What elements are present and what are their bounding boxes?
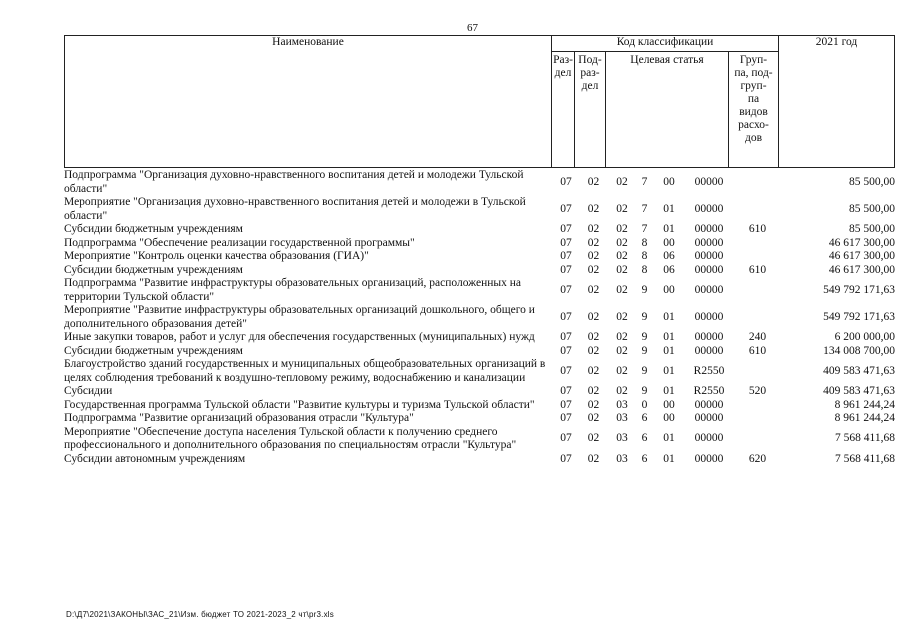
row-razdel: 07	[560, 385, 572, 397]
row-podrazdel: 02	[587, 223, 600, 235]
row-code-1: 03	[616, 412, 628, 424]
table-row	[64, 331, 895, 345]
row-group	[734, 412, 781, 426]
header-razdel: Раз- дел	[551, 51, 575, 168]
row-code-3: 00	[663, 175, 675, 188]
table-row	[64, 358, 895, 385]
row-name: Субсидии бюджетным учреждениям	[64, 223, 243, 235]
row-name: Подпрограмма "Организация духовно-нравственного воспитания детей и молодежи Тульской области"	[64, 169, 524, 195]
table-row	[64, 196, 895, 223]
table-row	[64, 385, 895, 399]
row-code-4: 00000	[694, 283, 724, 296]
row-razdel: 07	[560, 432, 572, 445]
row-code-1: 03	[616, 432, 628, 445]
row-amount: 6 200 000,00	[834, 331, 895, 343]
table-row	[64, 169, 895, 196]
row-code-4: 00000	[694, 412, 724, 424]
table-row	[64, 345, 895, 359]
row-group: 610	[748, 223, 767, 235]
row-code-1: 02	[616, 331, 628, 343]
row-podrazdel: 02	[587, 175, 600, 188]
row-name: Субсидии автономным учреждениям	[64, 452, 246, 465]
row-group: 610	[748, 344, 767, 357]
row-code-1: 02	[616, 202, 628, 215]
row-name: Иные закупки товаров, работ и услуг для обеспечения государственных (муниципальных) нужд	[64, 331, 535, 343]
row-name: Подпрограмма "Обеспечение реализации государственной программы"	[64, 236, 415, 249]
row-podrazdel: 02	[587, 364, 600, 377]
row-code-4: 00000	[694, 452, 724, 465]
row-code-4: 00000	[694, 175, 724, 188]
row-code-4: 00000	[694, 223, 724, 235]
row-code-4: 00000	[694, 263, 724, 276]
row-code-1: 02	[616, 364, 628, 377]
row-code-1: 02	[616, 223, 628, 235]
row-amount: 8 961 244,24	[834, 398, 895, 411]
row-razdel: 07	[560, 202, 572, 215]
row-amount: 7 568 411,68	[835, 452, 895, 465]
row-code-1: 03	[616, 398, 628, 411]
row-code-3: 01	[663, 364, 675, 377]
row-code-4: 00000	[694, 398, 724, 411]
row-code-4: R2550	[693, 385, 725, 397]
table-row	[64, 426, 895, 453]
row-code-3: 01	[663, 385, 675, 397]
row-razdel: 07	[560, 236, 572, 249]
row-amount: 134 008 700,00	[823, 344, 895, 357]
row-code-3: 00	[663, 398, 675, 411]
row-amount: 85 500,00	[849, 175, 895, 188]
row-code-3: 01	[663, 331, 675, 343]
row-podrazdel: 02	[587, 398, 600, 411]
row-code-2: 7	[641, 223, 648, 235]
row-amount: 8 961 244,24	[834, 412, 895, 424]
row-group	[734, 237, 781, 251]
row-podrazdel: 02	[587, 344, 600, 357]
row-group	[734, 250, 781, 264]
row-code-4: 00000	[694, 202, 724, 215]
row-code-1: 03	[616, 452, 628, 465]
row-podrazdel: 02	[587, 432, 600, 445]
header-name: Наименование	[64, 35, 552, 168]
row-amount: 85 500,00	[849, 223, 895, 235]
row-razdel: 07	[560, 250, 572, 262]
row-podrazdel: 02	[587, 412, 600, 424]
row-amount: 409 583 471,63	[823, 385, 895, 397]
row-code-4: 00000	[694, 344, 724, 357]
row-code-1: 02	[616, 236, 628, 249]
row-razdel: 07	[560, 223, 572, 235]
header-group: Груп- па, под- груп- па видов расхо- дов	[728, 51, 779, 168]
row-name: Благоустройство зданий государственных и муниципальных общеобразовательных организаций в целях соблюдения требований к воздушно-тепловому режиму, водоснабжению и канализации	[64, 358, 546, 384]
row-code-4: R2550	[693, 364, 725, 377]
row-code-1: 02	[616, 175, 628, 188]
row-code-1: 02	[616, 263, 628, 276]
row-podrazdel: 02	[587, 236, 600, 249]
row-name: Субсидии	[64, 385, 113, 397]
row-podrazdel: 02	[587, 385, 600, 397]
row-group	[734, 426, 781, 453]
table-row	[64, 399, 895, 413]
row-code-2: 9	[641, 310, 648, 323]
row-code-2: 9	[641, 331, 648, 343]
row-razdel: 07	[560, 398, 572, 411]
row-code-3: 01	[663, 344, 675, 357]
row-code-1: 02	[616, 250, 628, 262]
row-code-2: 8	[641, 263, 648, 276]
row-name: Мероприятие "Контроль оценки качества образования (ГИА)"	[64, 250, 369, 262]
row-code-1: 02	[616, 310, 628, 323]
row-code-3: 00	[663, 283, 675, 296]
row-amount: 46 617 300,00	[828, 263, 895, 276]
budget-table	[64, 169, 895, 466]
row-code-2: 8	[641, 236, 648, 249]
row-code-2: 9	[641, 283, 648, 296]
row-name: Подпрограмма "Развитие инфраструктуры образовательных организаций, расположенных на территории Тульской области"	[64, 277, 521, 303]
row-group	[734, 304, 781, 331]
row-podrazdel: 02	[587, 452, 600, 465]
row-code-3: 01	[663, 202, 675, 215]
row-amount: 7 568 411,68	[835, 432, 895, 445]
row-podrazdel: 02	[587, 283, 600, 296]
table-row	[64, 304, 895, 331]
row-razdel: 07	[560, 412, 572, 424]
row-razdel: 07	[560, 452, 572, 465]
row-code-4: 00000	[694, 432, 724, 445]
row-code-3: 06	[663, 250, 675, 262]
row-code-2: 6	[641, 432, 648, 445]
row-code-2: 9	[641, 385, 648, 397]
row-code-1: 02	[616, 385, 628, 397]
row-podrazdel: 02	[587, 263, 600, 276]
row-name: Субсидии бюджетным учреждениям	[64, 344, 243, 357]
table-row	[64, 250, 895, 264]
row-razdel: 07	[560, 263, 572, 276]
row-code-1: 02	[616, 344, 628, 357]
row-group: 240	[748, 331, 767, 343]
row-code-3: 00	[663, 412, 675, 424]
row-code-2: 6	[641, 412, 648, 424]
table-row	[64, 237, 895, 251]
table-row	[64, 223, 895, 237]
row-code-2: 9	[641, 364, 648, 377]
row-podrazdel: 02	[587, 202, 600, 215]
header-year: 2021 год	[778, 35, 895, 168]
row-code-3: 01	[663, 310, 675, 323]
row-razdel: 07	[560, 364, 572, 377]
row-code-3: 01	[663, 432, 675, 445]
row-code-2: 8	[641, 250, 648, 262]
row-code-2: 0	[641, 398, 648, 411]
table-row	[64, 264, 895, 278]
header-classification: Код классификации	[551, 35, 779, 52]
row-code-3: 06	[663, 263, 675, 276]
table-row	[64, 277, 895, 304]
row-podrazdel: 02	[587, 250, 600, 262]
row-code-3: 01	[663, 452, 675, 465]
row-group	[734, 169, 781, 196]
row-razdel: 07	[560, 283, 572, 296]
header-podrazdel: Под- раз- дел	[574, 51, 606, 168]
table-row	[64, 453, 895, 467]
row-code-2: 6	[641, 452, 648, 465]
row-amount: 549 792 171,63	[823, 283, 895, 296]
row-amount: 46 617 300,00	[828, 236, 895, 249]
row-name: Подпрограмма "Развитие организаций образования отрасли "Культура"	[64, 412, 414, 424]
row-code-4: 00000	[694, 250, 724, 262]
row-group: 620	[748, 452, 767, 465]
row-amount: 85 500,00	[849, 202, 895, 215]
row-code-4: 00000	[694, 236, 724, 249]
row-group: 610	[748, 263, 767, 276]
row-group	[734, 196, 781, 223]
row-amount: 409 583 471,63	[823, 364, 895, 377]
row-podrazdel: 02	[587, 331, 600, 343]
row-group	[734, 358, 781, 385]
row-code-3: 01	[663, 223, 675, 235]
row-code-1: 02	[616, 283, 628, 296]
row-group	[734, 277, 781, 304]
row-razdel: 07	[560, 175, 572, 188]
row-amount: 549 792 171,63	[823, 310, 895, 323]
row-name: Государственная программа Тульской области "Развитие культуры и туризма Тульской области"	[64, 398, 535, 411]
row-podrazdel: 02	[587, 310, 600, 323]
row-name: Мероприятие "Организация духовно-нравственного воспитания детей и молодежи в Тульской области"	[64, 196, 526, 222]
row-code-3: 00	[663, 236, 675, 249]
table-row	[64, 412, 895, 426]
row-code-4: 00000	[694, 331, 724, 343]
row-code-2: 7	[641, 202, 648, 215]
row-code-2: 7	[641, 175, 648, 188]
row-name: Мероприятие "Развитие инфраструктуры образовательных организаций дошкольного, общего и дополнительного образования детей"	[64, 304, 535, 330]
page-number: 67	[467, 22, 478, 34]
row-amount: 46 617 300,00	[828, 250, 895, 262]
row-razdel: 07	[560, 331, 572, 343]
row-group: 520	[748, 385, 767, 397]
table-header	[64, 35, 895, 168]
row-name: Субсидии бюджетным учреждениям	[64, 263, 243, 276]
row-code-4: 00000	[694, 310, 724, 323]
row-group	[734, 399, 781, 413]
row-name: Мероприятие "Обеспечение доступа населения Тульской области к получению среднего профессионального и дополнительного образования по специальностям отрасли "Культура"	[64, 425, 517, 451]
row-razdel: 07	[560, 310, 572, 323]
header-target: Целевая статья	[605, 51, 729, 168]
file-path-footer: D:\Д7\2021\ЗАКОНЫ\ЗАС_21\Изм. бюджет ТО 2021-2023_2 чт\pr3.xls	[66, 610, 334, 619]
row-code-2: 9	[641, 344, 648, 357]
row-razdel: 07	[560, 344, 572, 357]
